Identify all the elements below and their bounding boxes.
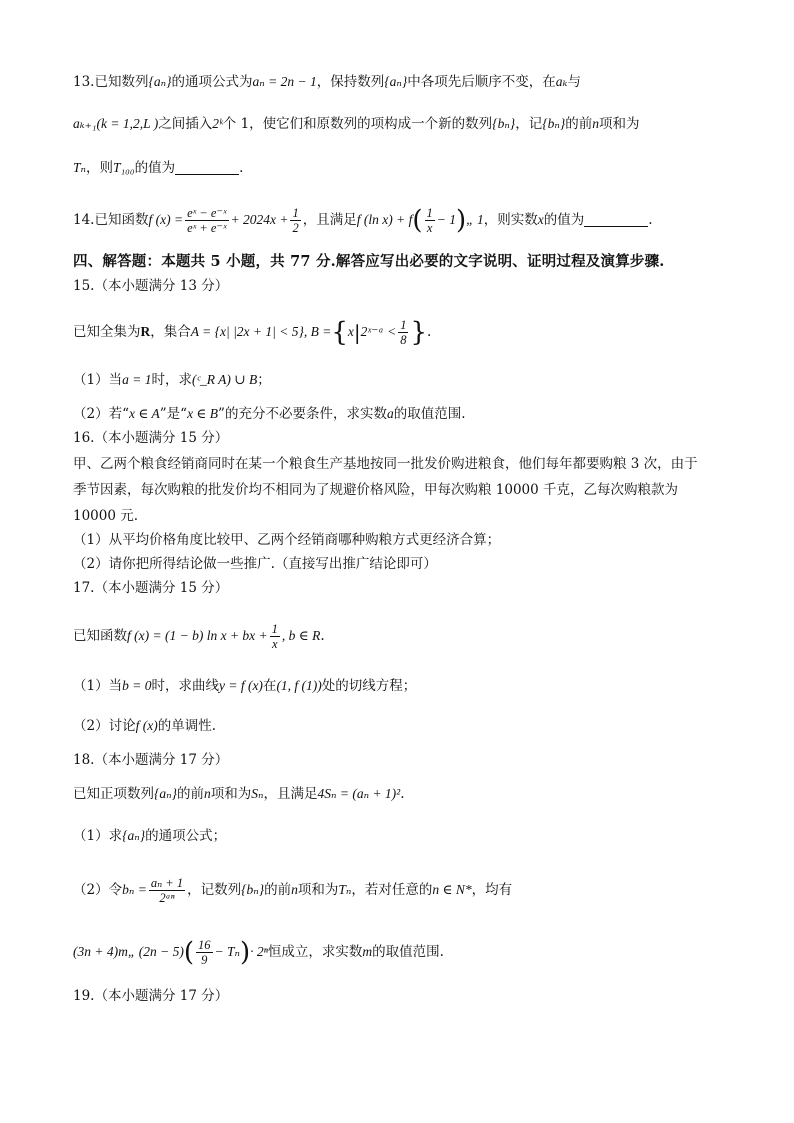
q14-line: [73, 206, 653, 235]
q18-part1: [73, 826, 226, 846]
math-expr: (3n + 4)m„ (2n − 5): [73, 944, 184, 959]
q15-text: （1）当: [73, 372, 123, 388]
q15-part1: [73, 370, 271, 390]
q18-stem: [73, 784, 405, 804]
q18-text: ，且满足: [263, 786, 318, 802]
q17-text: 的单调性.: [157, 718, 216, 734]
math-n: n: [291, 882, 298, 897]
fraction-numerator: 1: [426, 206, 433, 220]
math-bn: bₙ =: [122, 882, 147, 897]
math-expr: , b ∈ R: [281, 628, 321, 643]
fraction-denominator: 2: [292, 221, 299, 235]
q18-text: 的前: [264, 882, 292, 898]
q13-text: 个 1，使它们和原数列的项构成一个新的数列: [222, 116, 493, 132]
math-expr: x ∈ A: [129, 406, 160, 421]
math-formula: aₙ = 2n − 1: [252, 74, 317, 89]
q17-stem: [73, 622, 325, 651]
q13-text: ，则: [85, 160, 113, 176]
fraction-denominator: x: [426, 221, 433, 235]
q15-text: ”的充分不必要条件，求实数: [218, 406, 387, 422]
answer-blank: [175, 161, 239, 175]
math-fraction: [398, 318, 408, 347]
q14-text: ，且满足: [302, 212, 357, 228]
math-seq-a: {aₙ}: [154, 786, 178, 801]
math-seq-a: {aₙ}: [148, 74, 172, 89]
math-real-set: R: [140, 324, 151, 339]
math-fraction: [290, 206, 300, 235]
math-expr: + 2024x +: [230, 212, 289, 227]
math-fraction: [196, 938, 213, 967]
math-expr: − Tₙ: [214, 944, 240, 959]
math-curve: y = f (x): [218, 678, 263, 693]
math-expr: f (ln x) + f: [356, 212, 413, 227]
paren-right: ): [239, 937, 251, 968]
math-fraction: [185, 206, 228, 235]
q13-text: 的前: [565, 116, 593, 132]
math-var: x: [537, 212, 544, 227]
q18-text: （2）令: [73, 882, 123, 898]
q18-text: 已知正项数列: [73, 786, 154, 802]
q18-text: 的取值范围.: [372, 944, 444, 960]
paren-left: (: [412, 205, 423, 236]
math-ak: aₖ: [555, 74, 568, 89]
q16-line2: 季节因素，每次购粮的批发价均不相同为了规避价格风险，甲每次购粮 10000 千克，乙每次购粮款为: [73, 482, 679, 498]
q15-stem: [73, 318, 431, 347]
period: .: [427, 324, 432, 340]
math-sn: Sₙ: [251, 786, 264, 801]
q15-text: ”是“: [159, 406, 188, 422]
math-seq-a: {aₙ}: [384, 74, 408, 89]
q15-part2: [73, 404, 466, 424]
q13-text: 的通项公式为: [171, 74, 253, 90]
q17-part1: [73, 676, 416, 696]
fraction-numerator: aₙ + 1: [150, 876, 184, 890]
math-fx: f (x) =: [148, 212, 184, 227]
math-tn: Tₙ: [73, 160, 86, 175]
brace-left: {: [331, 317, 348, 348]
q13-text: 中各项先后顺序不变，在: [407, 74, 556, 90]
math-seq-b: {bₙ}: [542, 116, 566, 131]
math-pow: 2ᵏ: [212, 116, 223, 131]
q18-text: 项和为: [297, 882, 339, 898]
math-expr: − 1: [436, 212, 456, 227]
math-relation: „ 1: [466, 212, 484, 227]
math-n: n: [204, 786, 211, 801]
fraction-denominator: x: [272, 637, 278, 651]
math-expr: x ∈ B: [187, 406, 219, 421]
q15-text: 时，求: [151, 372, 192, 388]
q14-text: 的值为: [543, 212, 585, 228]
q16-line3: 10000 元.: [73, 508, 139, 524]
math-tn: Tₙ: [338, 882, 352, 897]
math-set-a: A = {x| |2x + 1| < 5}: [190, 324, 304, 339]
math-seq-b: {bₙ}: [241, 882, 265, 897]
q15-text: ，集合: [150, 324, 191, 340]
q13-line3: [73, 158, 243, 178]
q15-text: 已知全集为: [73, 324, 141, 340]
q15-text: （2）若“: [73, 406, 129, 422]
math-set: n ∈ N*: [432, 882, 472, 897]
q17-part2: [73, 716, 216, 736]
q15-text: 的取值范围.: [393, 406, 466, 422]
math-equation: 4Sₙ = (aₙ + 1)²: [317, 786, 401, 801]
fraction-numerator: eˣ − e⁻ˣ: [187, 206, 227, 220]
math-seq-a: {aₙ}: [122, 828, 146, 843]
q18-text: ，记数列: [187, 882, 242, 898]
math-fraction: [149, 876, 185, 905]
math-expr: · 2ⁿ: [250, 944, 268, 959]
bar: |: [353, 320, 361, 345]
math-t100: T₁₀₀: [112, 160, 135, 175]
fraction-denominator: 9: [201, 953, 208, 967]
q17-text: 处的切线方程；: [321, 678, 417, 694]
math-set-b-label: , B =: [303, 324, 332, 339]
math-fx: f (x) = (1 − b) ln x + bx +: [127, 628, 268, 643]
math-fraction: [425, 206, 435, 235]
q13-text: 的值为: [134, 160, 176, 176]
fraction-numerator: 16: [198, 938, 211, 952]
q18-text: （1）求: [73, 828, 123, 844]
fraction-numerator: 1: [271, 622, 278, 636]
q17-text: 在: [262, 678, 277, 694]
brace-right: }: [410, 317, 428, 348]
math-var: m: [362, 944, 373, 959]
q13-text: 项和为: [598, 116, 640, 132]
paren-right: ): [456, 205, 467, 236]
q17-text: （1）当: [73, 678, 123, 694]
math-ak1: aₖ₊₁: [73, 116, 97, 131]
q18-text: 恒成立，求实数: [267, 944, 363, 960]
q16-part1: （1）从平均价格角度比较甲、乙两个经销商哪种购粮方式更经济合算；: [73, 532, 501, 548]
math-expr: (ᶜ_R A) ∪ B: [191, 372, 258, 387]
fraction-numerator: 1: [400, 318, 407, 332]
q13-line2: [73, 114, 639, 134]
q15-header: 15.（本小题满分 13 分）: [73, 278, 229, 294]
q16-part2: （2）请你把所得结论做一些推广.（直接写出推广结论即可）: [73, 556, 437, 572]
math-fraction: [270, 622, 280, 651]
period: .: [320, 628, 325, 644]
q14-text: 14.已知函数: [73, 212, 149, 228]
q19-header: 19.（本小题满分 17 分）: [73, 988, 229, 1004]
math-seq-b: {bₙ}: [492, 116, 516, 131]
q17-text: （2）讨论: [73, 718, 136, 734]
q18-text: 的前: [177, 786, 205, 802]
q14-text: .: [648, 212, 653, 228]
q13-line1: [73, 72, 581, 92]
math-point: (1, f (1)): [276, 678, 322, 693]
q13-text: ，保持数列: [316, 74, 385, 90]
math-cond: a = 1: [122, 372, 152, 387]
q18-text: 项和为: [210, 786, 252, 802]
section-heading: 四、解答题：本题共 5 小题，共 77 分.解答应写出必要的文字说明、证明过程及演算步骤.: [73, 253, 665, 270]
math-var: x: [347, 324, 354, 339]
math-expr: 2ˣ⁻ᵃ <: [360, 324, 397, 339]
q13-text: 之间插入: [158, 116, 213, 132]
q17-text: 时，求曲线: [151, 678, 219, 694]
q18-header: 18.（本小题满分 17 分）: [73, 752, 229, 768]
q18-text: ，均有: [471, 882, 513, 898]
math-n: n: [592, 116, 599, 131]
q13-text: 13.已知数列: [73, 74, 149, 90]
fraction-numerator: 1: [292, 206, 299, 220]
answer-blank: [584, 213, 648, 227]
q13-text: .: [239, 160, 244, 176]
q18-text: ，若对任意的: [351, 882, 433, 898]
q13-text: 与: [567, 74, 581, 90]
period: .: [400, 786, 405, 802]
q17-header: 17.（本小题满分 15 分）: [73, 580, 229, 596]
q16-line1: 甲、乙两个粮食经销商同时在某一个粮食生产基地按同一批发价购进粮食，他们每年都要购粮 3 次，由于: [73, 456, 698, 472]
math-cond: b = 0: [122, 678, 152, 693]
q18-inequality: [73, 938, 444, 967]
q15-text: ；: [257, 372, 271, 388]
q18-part2: [73, 876, 512, 905]
paren-left: (: [183, 937, 194, 968]
fraction-denominator: 2ᵃⁿ: [159, 891, 175, 905]
q18-text: 的通项公式；: [145, 828, 227, 844]
q17-text: 已知函数: [73, 628, 127, 644]
math-fx: f (x): [135, 718, 158, 733]
math-var: a: [386, 406, 394, 421]
fraction-denominator: eˣ + e⁻ˣ: [187, 221, 227, 235]
q14-text: ，则实数: [483, 212, 538, 228]
q13-text: ，记: [515, 116, 543, 132]
fraction-denominator: 8: [400, 333, 407, 347]
q16-header: 16.（本小题满分 15 分）: [73, 430, 229, 446]
math-k-range: (k = 1,2,L ): [96, 116, 159, 131]
